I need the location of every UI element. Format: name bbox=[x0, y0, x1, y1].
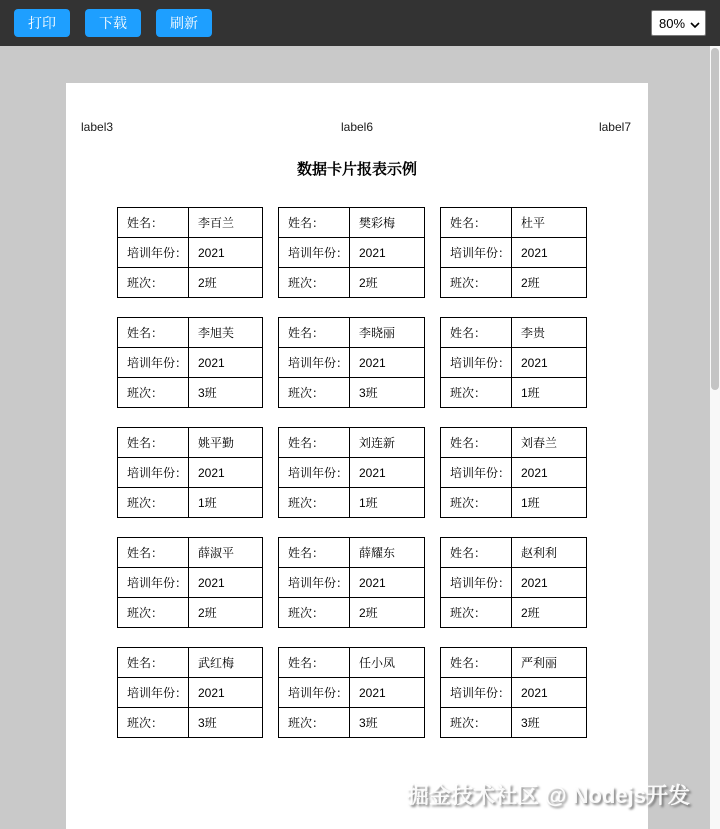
year-field-label: 培训年份： bbox=[279, 568, 350, 598]
name-field-label: 姓名： bbox=[279, 428, 350, 458]
class-field-value: 1班 bbox=[350, 488, 425, 518]
year-field-value: 2021 bbox=[350, 568, 425, 598]
report-title: 数据卡片报表示例 bbox=[296, 161, 417, 178]
card-row-name bbox=[441, 208, 587, 238]
refresh-button[interactable]: 刷新 bbox=[156, 9, 212, 37]
scrollbar-track[interactable] bbox=[710, 46, 720, 829]
class-field-value: 2班 bbox=[350, 598, 425, 628]
class-field-label: 班次： bbox=[118, 488, 189, 518]
data-card bbox=[278, 427, 425, 518]
card-row-year bbox=[279, 458, 425, 488]
name-field-label: 姓名： bbox=[441, 538, 512, 568]
card-row-year bbox=[118, 238, 263, 268]
card-row-year bbox=[441, 348, 587, 378]
class-field-value: 1班 bbox=[512, 488, 587, 518]
year-field-value: 2021 bbox=[350, 458, 425, 488]
watermark-text: 掘金技术社区 @ Nodejs开发 bbox=[406, 783, 690, 808]
data-card bbox=[440, 647, 587, 738]
class-field-value: 2班 bbox=[512, 268, 587, 298]
card-row-year bbox=[441, 568, 587, 598]
name-field-label: 姓名： bbox=[118, 318, 189, 348]
data-card bbox=[440, 537, 587, 628]
name-field-value: 严利丽 bbox=[512, 648, 587, 678]
print-button[interactable]: 打印 bbox=[14, 9, 70, 37]
card-row-class bbox=[118, 598, 263, 628]
card-row-year bbox=[118, 678, 263, 708]
name-field-label: 姓名： bbox=[441, 208, 512, 238]
class-field-label: 班次： bbox=[441, 488, 512, 518]
name-field-value: 姚平勤 bbox=[189, 428, 263, 458]
name-field-value: 薛耀东 bbox=[350, 538, 425, 568]
class-field-value: 3班 bbox=[189, 378, 263, 408]
zoom-select-value: 80% bbox=[659, 15, 686, 31]
class-field-label: 班次： bbox=[279, 378, 350, 408]
card-row-name bbox=[279, 648, 425, 678]
data-card bbox=[278, 317, 425, 408]
card-row-class bbox=[118, 708, 263, 738]
data-card bbox=[117, 317, 263, 408]
class-field-label: 班次： bbox=[118, 598, 189, 628]
class-field-value: 1班 bbox=[512, 378, 587, 408]
card-row-year bbox=[279, 238, 425, 268]
year-field-label: 培训年份： bbox=[279, 348, 350, 378]
card-row-name bbox=[441, 538, 587, 568]
name-field-label: 姓名： bbox=[279, 318, 350, 348]
toolbar bbox=[0, 0, 720, 46]
name-field-value: 李贵 bbox=[512, 318, 587, 348]
name-field-value: 李晓丽 bbox=[350, 318, 425, 348]
card-row-name bbox=[279, 538, 425, 568]
card-row-name bbox=[118, 648, 263, 678]
year-field-value: 2021 bbox=[189, 568, 263, 598]
data-card bbox=[278, 647, 425, 738]
name-field-value: 杜平 bbox=[512, 208, 587, 238]
year-field-label: 培训年份： bbox=[279, 678, 350, 708]
card-row-class bbox=[279, 598, 425, 628]
class-field-label: 班次： bbox=[118, 378, 189, 408]
card-row-name bbox=[279, 428, 425, 458]
name-field-label: 姓名： bbox=[118, 648, 189, 678]
card-row-year bbox=[118, 348, 263, 378]
data-card bbox=[440, 317, 587, 408]
year-field-value: 2021 bbox=[189, 678, 263, 708]
data-card bbox=[440, 427, 587, 518]
card-row-year bbox=[118, 568, 263, 598]
card-row-class bbox=[441, 268, 587, 298]
name-field-value: 李旭芙 bbox=[189, 318, 263, 348]
card-row-name bbox=[441, 318, 587, 348]
year-field-value: 2021 bbox=[350, 348, 425, 378]
class-field-label: 班次： bbox=[118, 708, 189, 738]
class-field-value: 2班 bbox=[189, 598, 263, 628]
card-row-name bbox=[118, 538, 263, 568]
data-card bbox=[117, 647, 263, 738]
year-field-value: 2021 bbox=[189, 348, 263, 378]
data-card bbox=[278, 207, 425, 298]
card-row-class bbox=[441, 708, 587, 738]
card-row-class bbox=[441, 598, 587, 628]
year-field-value: 2021 bbox=[350, 678, 425, 708]
card-row-year bbox=[279, 568, 425, 598]
class-field-value: 3班 bbox=[350, 708, 425, 738]
name-field-label: 姓名： bbox=[118, 428, 189, 458]
data-card bbox=[117, 207, 263, 298]
page-header-label-right: label7 bbox=[598, 120, 631, 134]
name-field-value: 刘春兰 bbox=[512, 428, 587, 458]
year-field-label: 培训年份： bbox=[118, 678, 189, 708]
scrollbar-thumb[interactable] bbox=[711, 48, 719, 390]
zoom-select[interactable] bbox=[651, 10, 706, 36]
class-field-label: 班次： bbox=[279, 708, 350, 738]
class-field-value: 3班 bbox=[189, 708, 263, 738]
class-field-label: 班次： bbox=[279, 488, 350, 518]
data-card bbox=[440, 207, 587, 298]
card-row-year bbox=[441, 678, 587, 708]
name-field-label: 姓名： bbox=[279, 208, 350, 238]
class-field-value: 3班 bbox=[350, 378, 425, 408]
year-field-value: 2021 bbox=[512, 678, 587, 708]
report-page bbox=[66, 83, 648, 829]
name-field-label: 姓名： bbox=[279, 648, 350, 678]
class-field-label: 班次： bbox=[441, 268, 512, 298]
name-field-value: 薛淑平 bbox=[189, 538, 263, 568]
card-row-class bbox=[441, 378, 587, 408]
class-field-value: 2班 bbox=[189, 268, 263, 298]
name-field-value: 刘连新 bbox=[350, 428, 425, 458]
card-row-class bbox=[118, 268, 263, 298]
card-row-name bbox=[118, 428, 263, 458]
year-field-value: 2021 bbox=[512, 458, 587, 488]
year-field-label: 培训年份： bbox=[118, 238, 189, 268]
data-card bbox=[117, 427, 263, 518]
name-field-value: 任小凤 bbox=[350, 648, 425, 678]
card-row-year bbox=[279, 678, 425, 708]
name-field-value: 武红梅 bbox=[189, 648, 263, 678]
class-field-value: 3班 bbox=[512, 708, 587, 738]
year-field-label: 培训年份： bbox=[441, 568, 512, 598]
year-field-label: 培训年份： bbox=[441, 238, 512, 268]
card-row-class bbox=[279, 708, 425, 738]
name-field-value: 樊彩梅 bbox=[350, 208, 425, 238]
name-field-label: 姓名： bbox=[441, 318, 512, 348]
data-card bbox=[278, 537, 425, 628]
name-field-label: 姓名： bbox=[279, 538, 350, 568]
name-field-value: 赵利利 bbox=[512, 538, 587, 568]
year-field-value: 2021 bbox=[512, 568, 587, 598]
year-field-label: 培训年份： bbox=[441, 348, 512, 378]
class-field-value: 2班 bbox=[512, 598, 587, 628]
class-field-value: 2班 bbox=[350, 268, 425, 298]
card-row-name bbox=[279, 208, 425, 238]
year-field-value: 2021 bbox=[189, 458, 263, 488]
card-grid bbox=[117, 207, 587, 738]
card-row-name bbox=[118, 318, 263, 348]
class-field-label: 班次： bbox=[118, 268, 189, 298]
download-button[interactable]: 下载 bbox=[85, 9, 141, 37]
card-row-class bbox=[441, 488, 587, 518]
year-field-label: 培训年份： bbox=[118, 348, 189, 378]
year-field-label: 培训年份： bbox=[441, 678, 512, 708]
name-field-value: 李百兰 bbox=[189, 208, 263, 238]
year-field-value: 2021 bbox=[189, 238, 263, 268]
card-row-name bbox=[279, 318, 425, 348]
class-field-label: 班次： bbox=[441, 708, 512, 738]
card-row-year bbox=[441, 458, 587, 488]
name-field-label: 姓名： bbox=[441, 428, 512, 458]
card-row-class bbox=[118, 378, 263, 408]
data-card bbox=[117, 537, 263, 628]
year-field-label: 培训年份： bbox=[279, 238, 350, 268]
class-field-label: 班次： bbox=[441, 598, 512, 628]
class-field-label: 班次： bbox=[441, 378, 512, 408]
year-field-value: 2021 bbox=[350, 238, 425, 268]
chevron-down-icon bbox=[690, 18, 700, 28]
class-field-label: 班次： bbox=[279, 268, 350, 298]
card-row-class bbox=[279, 488, 425, 518]
year-field-label: 培训年份： bbox=[118, 568, 189, 598]
year-field-value: 2021 bbox=[512, 348, 587, 378]
name-field-label: 姓名： bbox=[118, 208, 189, 238]
card-row-year bbox=[118, 458, 263, 488]
card-row-year bbox=[441, 238, 587, 268]
name-field-label: 姓名： bbox=[118, 538, 189, 568]
year-field-label: 培训年份： bbox=[279, 458, 350, 488]
card-row-name bbox=[441, 428, 587, 458]
year-field-label: 培训年份： bbox=[118, 458, 189, 488]
preview-canvas bbox=[0, 46, 720, 829]
name-field-label: 姓名： bbox=[441, 648, 512, 678]
year-field-label: 培训年份： bbox=[441, 458, 512, 488]
card-row-class bbox=[279, 268, 425, 298]
class-field-label: 班次： bbox=[279, 598, 350, 628]
page-header-label-left: label3 bbox=[81, 120, 114, 134]
card-row-year bbox=[279, 348, 425, 378]
card-row-name bbox=[118, 208, 263, 238]
card-row-class bbox=[279, 378, 425, 408]
card-row-class bbox=[118, 488, 263, 518]
page-header-label-center: label6 bbox=[340, 120, 374, 134]
card-row-name bbox=[441, 648, 587, 678]
class-field-value: 1班 bbox=[189, 488, 263, 518]
year-field-value: 2021 bbox=[512, 238, 587, 268]
